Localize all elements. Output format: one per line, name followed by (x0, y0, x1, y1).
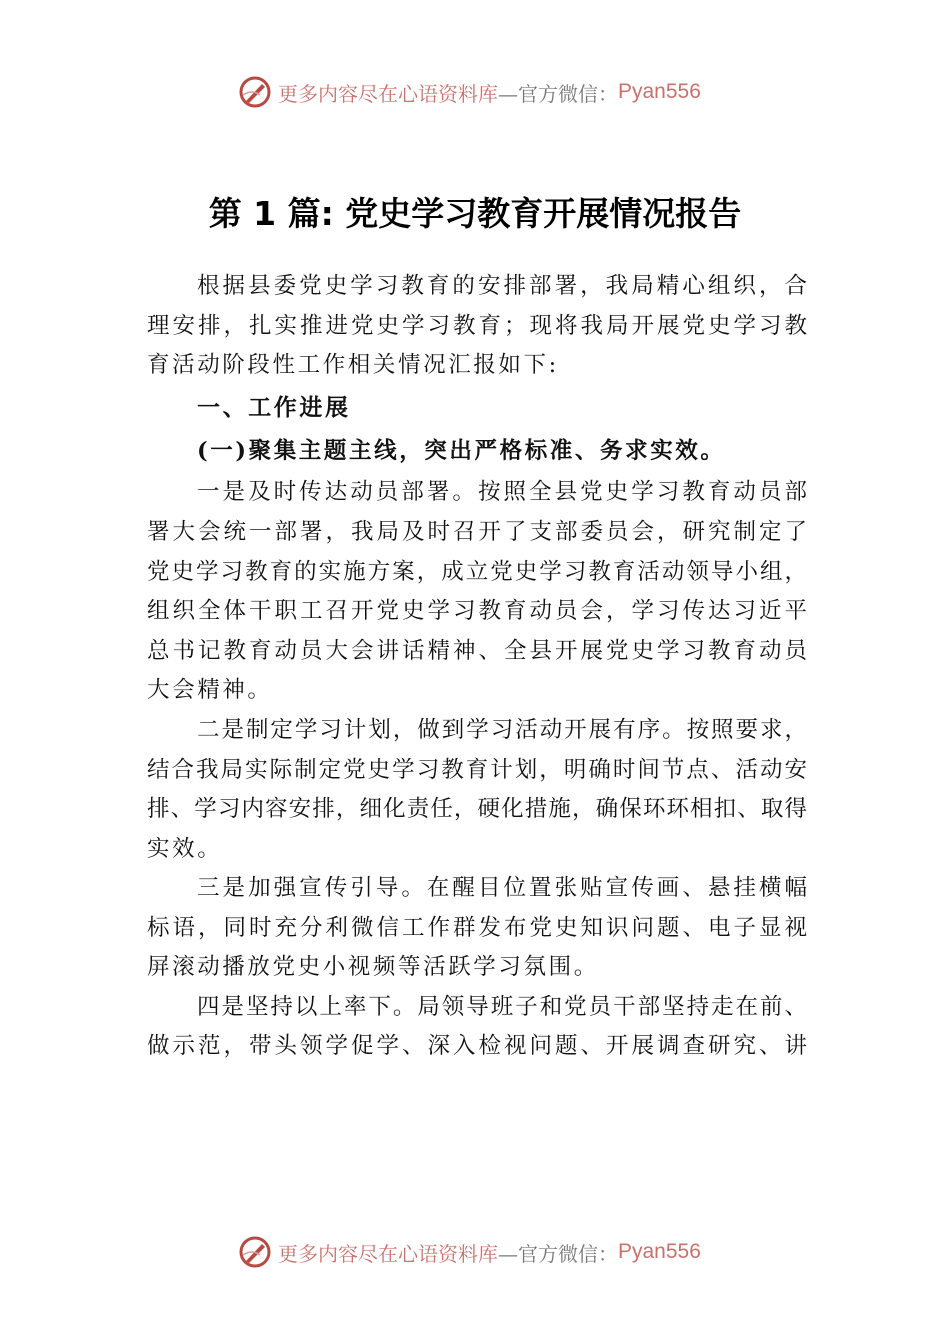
paragraph-line: 屏滚动播放党史小视频等活跃学习氛围。 (147, 954, 599, 980)
subsection-heading: (一)聚集主题主线，突出严格标准、务求实效。 (197, 438, 726, 464)
section-heading: 一、工作进展 (197, 395, 351, 421)
watermark-id: Pyan556 (618, 1240, 701, 1263)
paragraph-line: 根据县委党史学习教育的安排部署，我局精心组织，合 (197, 273, 807, 299)
header-watermark (238, 72, 701, 112)
paragraph-line: 总书记教育动员大会讲话精神、全县开展党史学习教育动员 (147, 638, 807, 664)
paragraph-line: 大会精神。 (147, 677, 273, 703)
paragraph-line: 组织全体干职工召开党史学习教育动员会，学习传达习近平 (147, 598, 807, 624)
watermark-id: Pyan556 (618, 80, 701, 103)
paragraph-line: 四是坚持以上率下。局领导班子和党员干部坚持走在前、 (197, 994, 807, 1020)
watermark-site: 更多内容尽在心语资料库 (278, 81, 498, 106)
pen-logo-icon (238, 1235, 272, 1269)
watermark-sep: —官方微信： (498, 1241, 618, 1266)
document-title: 第 1 篇: 党史学习教育开展情况报告 (208, 194, 742, 233)
paragraph-line: 署大会统一部署，我局及时召开了支部委员会，研究制定了 (147, 519, 807, 545)
paragraph-line: 育活动阶段性工作相关情况汇报如下: (147, 352, 559, 378)
paragraph-line: 二是制定学习计划，做到学习活动开展有序。按照要求， (197, 717, 807, 743)
paragraph-line: 党史学习教育的实施方案，成立党史学习教育活动领导小组， (147, 559, 807, 585)
paragraph-line: 一是及时传达动员部署。按照全县党史学习教育动员部 (197, 479, 807, 505)
paragraph-line: 实效。 (147, 836, 223, 862)
paragraph-line: 做示范，带头领学促学、深入检视问题、开展调查研究、讲 (147, 1033, 807, 1059)
watermark-sep: —官方微信： (498, 81, 618, 106)
paragraph-line: 结合我局实际制定党史学习教育计划，明确时间节点、活动安 (147, 757, 807, 783)
paragraph-line: 理安排，扎实推进党史学习教育；现将我局开展党史学习教 (147, 313, 807, 339)
paragraph-line: 三是加强宣传引导。在醒目位置张贴宣传画、悬挂横幅 (197, 875, 807, 901)
footer-watermark (238, 1232, 701, 1272)
paragraph-line: 排、学习内容安排，细化责任，硬化措施，确保环环相扣、取得 (147, 796, 807, 822)
pen-logo-icon (238, 75, 272, 109)
paragraph-line: 标语，同时充分利微信工作群发布党史知识问题、电子显视 (147, 915, 807, 941)
watermark-site: 更多内容尽在心语资料库 (278, 1241, 498, 1266)
